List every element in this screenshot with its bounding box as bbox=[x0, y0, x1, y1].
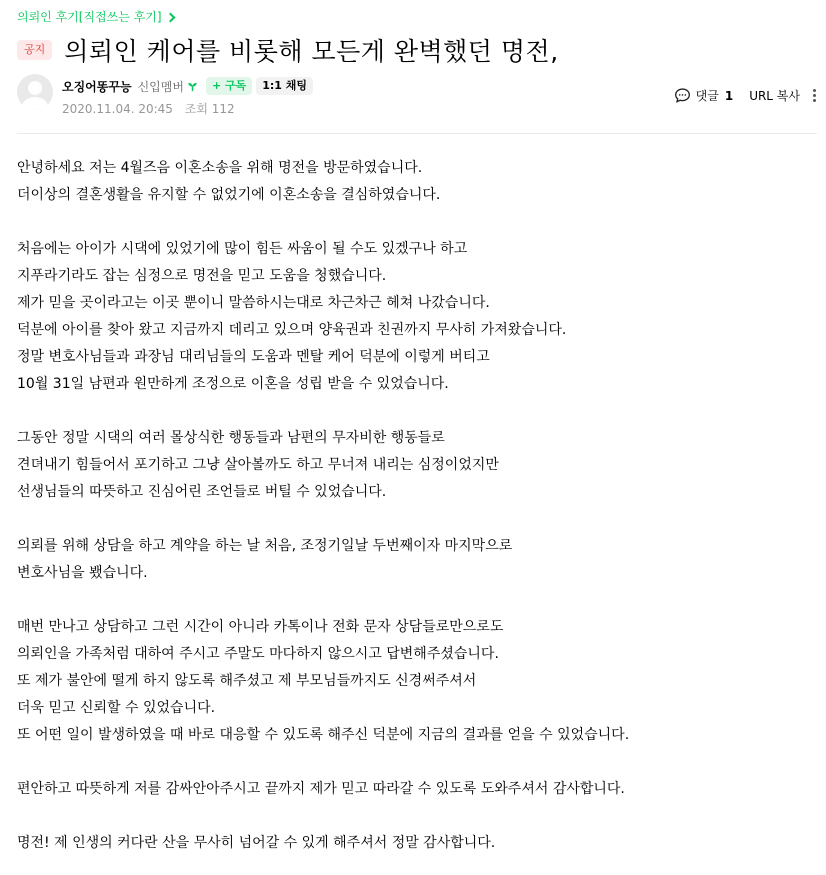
body-line: 덕분에 아이를 찾아 왔고 지금까지 데리고 있으며 양육권과 친권까지 무사히 가져왔습니다. bbox=[17, 322, 567, 338]
body-line: 10월 31일 남편과 원만하게 조정으로 이혼을 성립 받을 수 있었습니다. bbox=[17, 376, 449, 392]
article-title: 의뢰인 케어를 비롯해 모든게 완벽했던 명전, bbox=[64, 37, 559, 66]
blank-line bbox=[17, 506, 817, 533]
body-line: 의뢰인을 가족처럼 대하여 주시고 주말도 마다하지 않으시고 답변해주셨습니다. bbox=[17, 646, 499, 662]
article-tools bbox=[674, 87, 818, 104]
body-line: 또 제가 불안에 떨게 하지 않도록 해주셨고 제 부모님들까지도 신경써주셔서 bbox=[17, 673, 477, 689]
body-line: 정말 변호사님들과 과장님 대리님들의 도움과 멘탈 케어 덕분에 이렇게 버티고 bbox=[17, 349, 490, 365]
avatar[interactable] bbox=[17, 74, 53, 110]
comment-count: 1 bbox=[724, 88, 734, 103]
body-line: 또 어떤 일이 발생하였을 때 바로 대응할 수 있도록 해주신 덕분에 지금의 결과를 얻을 수 있었습니다. bbox=[17, 727, 630, 743]
chat-button[interactable]: 1:1 채팅 bbox=[256, 77, 313, 95]
body-line: 안녕하세요 저는 4월즈음 이혼소송을 위해 명전을 방문하였습니다. bbox=[17, 160, 423, 176]
comment-bubble-icon bbox=[674, 87, 691, 104]
blank-line bbox=[17, 398, 817, 425]
member-level: 신입멤버 bbox=[137, 79, 184, 94]
article-meta bbox=[62, 100, 235, 117]
url-copy-button[interactable]: URL 복사 bbox=[749, 89, 800, 103]
subscribe-button[interactable]: + 구독 bbox=[206, 77, 252, 95]
more-options-icon[interactable] bbox=[810, 89, 818, 102]
body-line: 그동안 정말 시댁의 여러 몰상식한 행동들과 남편의 무자비한 행동들로 bbox=[17, 430, 445, 446]
board-link[interactable] bbox=[17, 8, 174, 25]
body-line: 더이상의 결혼생활을 유지할 수 없었기에 이혼소송을 결심하였습니다. bbox=[17, 187, 441, 203]
board-name: 의뢰인 후기[직접쓰는 후기] bbox=[17, 10, 162, 24]
avatar-head-shape bbox=[28, 81, 42, 95]
body-line: 명전! 제 인생의 커다란 산을 무사히 넘어갈 수 있게 해주셔서 정말 감사합니다. bbox=[17, 835, 496, 851]
body-line: 의뢰를 위해 상담을 하고 계약을 하는 날 처음, 조정기일날 두번째이자 마지막으로 bbox=[17, 538, 513, 554]
body-line: 변호사님을 뵀습니다. bbox=[17, 565, 148, 581]
article-body bbox=[17, 155, 817, 857]
blank-line bbox=[17, 749, 817, 776]
sprout-icon bbox=[187, 81, 198, 92]
body-line: 선생님들의 따뜻하고 진심어린 조언들로 버틸 수 있었습니다. bbox=[17, 484, 387, 500]
header-divider bbox=[17, 133, 817, 134]
blank-line bbox=[17, 803, 817, 830]
comment-label: 댓글 bbox=[695, 89, 719, 103]
body-line: 지푸라기라도 잡는 심정으로 명전을 믿고 도움을 청했습니다. bbox=[17, 268, 387, 284]
body-line: 처음에는 아이가 시댁에 있었기에 많이 힘든 싸움이 될 수도 있겠구나 하고 bbox=[17, 241, 468, 257]
chevron-right-icon bbox=[165, 12, 175, 22]
view-count: 조회 112 bbox=[184, 102, 235, 116]
notice-badge: 공지 bbox=[17, 40, 52, 60]
blank-line bbox=[17, 209, 817, 236]
body-line: 제가 믿을 곳이라고는 이곳 뿐이니 말씀하시는대로 차근차근 헤쳐 나갔습니다. bbox=[17, 295, 490, 311]
avatar-body-shape bbox=[22, 97, 48, 110]
post-date: 2020.11.04. 20:45 bbox=[62, 102, 173, 116]
body-line: 편안하고 따뜻하게 저를 감싸안아주시고 끝까지 제가 믿고 따라갈 수 있도록 도와주셔서 감사합니다. bbox=[17, 781, 625, 797]
body-line: 매번 만나고 상담하고 그런 시간이 아니라 카톡이나 전화 문자 상담들로만으로도 bbox=[17, 619, 504, 635]
body-line: 견뎌내기 힘들어서 포기하고 그냥 살아볼까도 하고 무너져 내리는 심정이었지만 bbox=[17, 457, 499, 473]
author-row bbox=[62, 77, 313, 95]
author-nickname[interactable]: 오징어똥꾸능 bbox=[62, 79, 132, 94]
comment-button[interactable] bbox=[674, 87, 734, 104]
body-line: 더욱 믿고 신뢰할 수 있었습니다. bbox=[17, 700, 216, 716]
title-row bbox=[17, 32, 559, 68]
blank-line bbox=[17, 587, 817, 614]
